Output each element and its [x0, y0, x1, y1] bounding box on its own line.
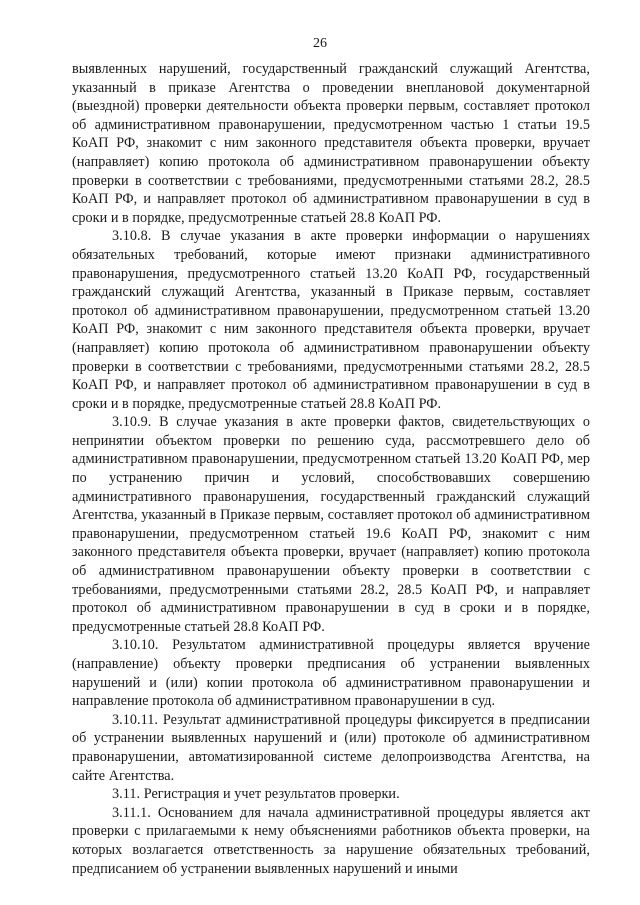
document-body: [72, 60, 590, 878]
paragraph-3-10-8: 3.10.8. В случае указания в акте проверки информации о нарушениях обязательных требований, которые имеют признаки административного правонарушения, предусмотренного статьей 13.20 КоАП РФ, государственный гражданский служащий Агентства, указанный в Приказе первым, составляет протокол об административном правонарушении, предусмотренном статьей 13.20 КоАП РФ, знакомит с ним законного представителя объекта проверки, вручает (направляет) копию протокола об административном правонарушении объекту проверки в соответствии с требованиями, предусмотренными статьями 28.2, 28.5 КоАП РФ, и направляет протокол об административном правонарушении в суд в сроки и в порядке, предусмотренные статьей 28.8 КоАП РФ.: [72, 228, 590, 412]
paragraph-continuation: выявленных нарушений, государственный гражданский служащий Агентства, указанный в приказе Агентства о проведении внеплановой документарной (выездной) проверки деятельности объекта проверки первым, составляет протокол об административном правонарушении, предусмотренном частью 1 статьи 19.5 КоАП РФ, знакомит с ним законного представителя объекта проверки, вручает (направляет) копию протокола об административном правонарушении объекту проверки в соответствии с требованиями, предусмотренными статьями 28.2, 28.5 КоАП РФ, и направляет протокол об административном правонарушении в суд в сроки и в порядке, предусмотренные статьей 28.8 КоАП РФ.: [72, 61, 590, 226]
paragraph-3-10-11: 3.10.11. Результат административной процедуры фиксируется в предписании об устранении выявленных нарушений и (или) протоколе об административном правонарушении, автоматизированной системе делопроизводства Агентства, на сайте Агентства.: [72, 711, 590, 784]
paragraph-3-10-9: 3.10.9. В случае указания в акте проверки фактов, свидетельствующих о непринятии объектом проверки по решению суда, рассмотревшего дело об административном правонарушении, предусмотренном статьей 13.20 КоАП РФ, мер по устранению причин и условий, способствовавших совершению административного правонарушения, государственный гражданский служащий Агентства, указанный в Приказе первым, составляет протокол об административном правонарушении, предусмотренном статьей 19.6 КоАП РФ, знакомит с ним законного представителя объекта проверки, вручает (направляет) копию протокола об административном правонарушении объекту проверки в соответствии с требованиями, предусмотренными статьями 28.2, 28.5 КоАП РФ, и направляет протокол об административном правонарушении в суд в сроки и в порядке, предусмотренные статьей 28.8 КоАП РФ.: [72, 414, 590, 635]
paragraph-3-11-heading: 3.11. Регистрация и учет результатов проверки.: [112, 786, 400, 803]
page-number: 26: [313, 36, 327, 51]
paragraph-3-10-10: 3.10.10. Результатом административной процедуры является вручение (направление) объекту проверки предписания об устранении выявленных нарушений и (или) копии протокола об административном правонарушении и направление протокола об административном правонарушении в суд.: [72, 637, 590, 710]
paragraph-3-11-1: 3.11.1. Основанием для начала административной процедуры является акт проверки с прилагаемыми к нему объяснениями работников объекта проверки, на которых возлагается ответственность за нарушение обязательных требований, предписанием об устранении выявленных нарушений и иными: [72, 804, 590, 877]
